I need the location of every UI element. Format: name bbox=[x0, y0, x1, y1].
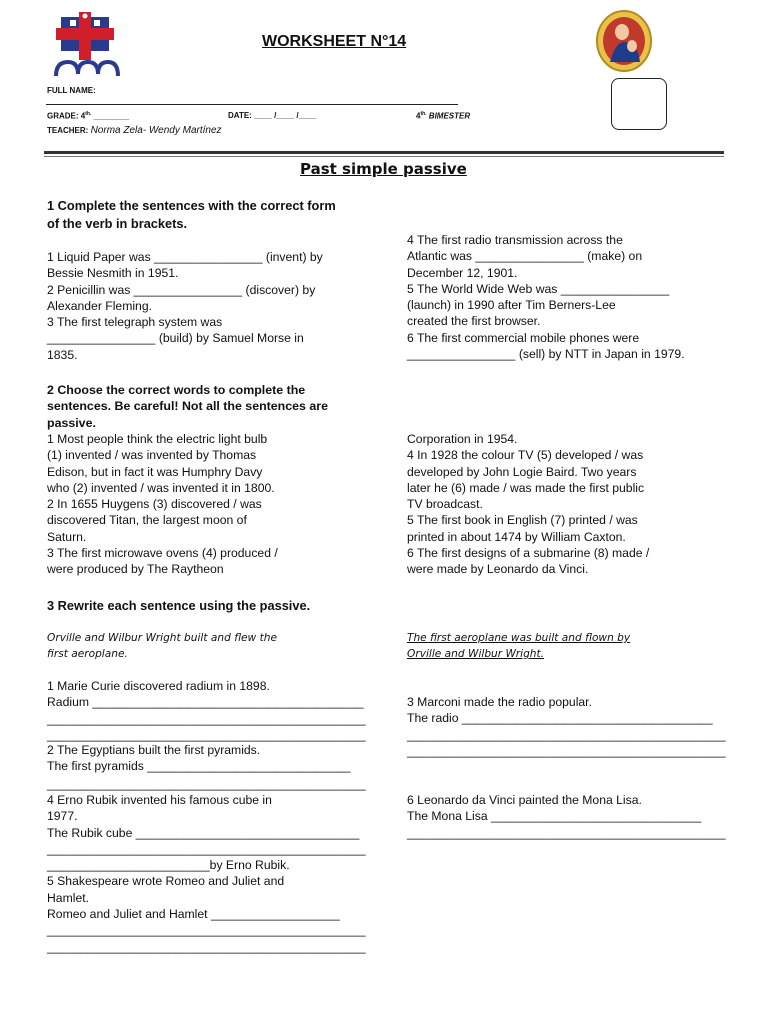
exercise2-right-column bbox=[407, 431, 649, 578]
rewrite-item-3 bbox=[407, 694, 726, 759]
text-line: who (2) invented / was invented it in 1800. bbox=[47, 480, 275, 495]
exercise1-left-column bbox=[47, 249, 323, 363]
exercise1-heading bbox=[47, 197, 336, 232]
text-line: ________________ (sell) by NTT in Japan in 1979. bbox=[407, 347, 685, 362]
answer-line[interactable]: _______________________________________________ bbox=[407, 743, 726, 758]
text-line: 1 Liquid Paper was ________________ (invent) by bbox=[47, 250, 323, 264]
text-line: 4 The first radio transmission across the bbox=[407, 233, 623, 247]
answer-line[interactable]: Romeo and Juliet and Hamlet ___________________ bbox=[47, 907, 340, 922]
teacher-field bbox=[47, 125, 222, 136]
text-line: Corporation in 1954. bbox=[407, 432, 518, 446]
text-line: ________________ (build) by Samuel Morse in bbox=[47, 331, 304, 346]
text-line: 1977. bbox=[47, 809, 78, 824]
text-line: 3 The first microwave ovens (4) produced / bbox=[47, 546, 278, 561]
full-name-label: FULL NAME: bbox=[47, 86, 96, 95]
answer-line[interactable]: ________________________by Erno Rubik. bbox=[47, 858, 290, 873]
grade-label: GRADE: 4 bbox=[47, 111, 86, 121]
virgin-mary-medal-icon bbox=[596, 10, 652, 72]
answer-line[interactable]: The Rubik cube _________________________________ bbox=[47, 825, 360, 840]
school-cross-crest-icon bbox=[48, 10, 122, 80]
text-line: 6 The first designs of a submarine (8) made / bbox=[407, 546, 650, 561]
exercise3-heading: 3 Rewrite each sentence using the passive. bbox=[47, 598, 311, 613]
exercise2-left-column bbox=[47, 431, 278, 578]
text-line: created the first browser. bbox=[407, 314, 541, 329]
heading-line: of the verb in brackets. bbox=[47, 215, 188, 231]
text-line: developed by John Logie Baird. Two years bbox=[407, 464, 637, 479]
text-line: printed in about 1474 by William Caxton. bbox=[407, 529, 626, 544]
heading-line: 2 Choose the correct words to complete the bbox=[47, 383, 306, 397]
bimester-label: BIMESTER bbox=[428, 111, 471, 121]
answer-line[interactable]: _______________________________________________ bbox=[47, 711, 366, 726]
answer-line[interactable]: _______________________________________________ bbox=[47, 777, 366, 792]
text-line: later he (6) made / was made the first public bbox=[407, 480, 645, 495]
answer-line[interactable]: Radium ________________________________________ bbox=[47, 695, 364, 710]
text-line: 5 Shakespeare wrote Romeo and Juliet and bbox=[47, 874, 285, 889]
text-line: (launch) in 1990 after Tim Berners-Lee bbox=[407, 298, 616, 313]
text-line: 2 The Egyptians built the first pyramids. bbox=[47, 743, 261, 757]
text-line: December 12, 1901. bbox=[407, 265, 518, 280]
grade-suffix: th. bbox=[85, 111, 92, 117]
text-line: 6 The first commercial mobile phones were bbox=[407, 330, 640, 345]
example-sentence bbox=[47, 630, 277, 662]
answer-line[interactable]: The first pyramids ______________________________ bbox=[47, 759, 351, 774]
text-line: 2 In 1655 Huygens (3) discovered / was bbox=[47, 497, 262, 512]
date-field[interactable]: DATE: ____ /____ /____ bbox=[228, 111, 317, 120]
full-name-input-line[interactable] bbox=[46, 104, 458, 105]
text-line: 1 Most people think the electric light bulb bbox=[47, 432, 268, 446]
grade-box[interactable] bbox=[611, 78, 667, 130]
heading-line: passive. bbox=[47, 415, 96, 430]
header-divider-thin bbox=[44, 156, 724, 157]
text-line: Saturn. bbox=[47, 529, 87, 544]
text-line: 1 Marie Curie discovered radium in 1898. bbox=[47, 679, 270, 693]
text-line: Edison, but in fact it was Humphry Davy bbox=[47, 464, 263, 479]
text-line: 4 Erno Rubik invented his famous cube in bbox=[47, 793, 272, 807]
example-line: Orville and Wilbur Wright. bbox=[407, 648, 545, 660]
text-line: 4 In 1928 the colour TV (5) developed / was bbox=[407, 448, 644, 463]
answer-line[interactable]: _______________________________________________ bbox=[407, 727, 726, 742]
answer-line[interactable]: _______________________________________________ bbox=[47, 939, 366, 954]
answer-line[interactable]: _______________________________________________ bbox=[47, 841, 366, 856]
rewrite-item-1 bbox=[47, 678, 366, 743]
exercise1-right-column bbox=[407, 232, 685, 362]
text-line: Atlantic was ________________ (make) on bbox=[407, 249, 643, 264]
text-line: Bessie Nesmith in 1951. bbox=[47, 266, 179, 281]
example-line: The first aeroplane was built and flown by bbox=[407, 632, 631, 644]
text-line: 2 Penicillin was ________________ (discover) by bbox=[47, 282, 316, 297]
text-line: Alexander Fleming. bbox=[47, 298, 152, 313]
example-line: Orville and Wilbur Wright built and flew the bbox=[47, 632, 277, 644]
teacher-label: TEACHER: bbox=[47, 126, 89, 135]
answer-line[interactable]: The Mona Lisa _______________________________ bbox=[407, 809, 702, 824]
answer-line[interactable]: The radio _____________________________________ bbox=[407, 711, 713, 726]
grade-field bbox=[47, 111, 129, 121]
exercise2-heading bbox=[47, 382, 328, 431]
text-line: TV broadcast. bbox=[407, 497, 483, 512]
bimester-number: 4 bbox=[416, 111, 421, 121]
answer-line[interactable]: _______________________________________________ bbox=[47, 923, 366, 938]
grade-blank[interactable]: ________ bbox=[93, 111, 130, 121]
rewrite-item-6 bbox=[407, 792, 726, 841]
text-line: 5 The first book in English (7) printed / was bbox=[407, 513, 638, 528]
text-line: discovered Titan, the largest moon of bbox=[47, 513, 247, 528]
page-subtitle: Past simple passive bbox=[300, 160, 467, 178]
text-line: 6 Leonardo da Vinci painted the Mona Lisa. bbox=[407, 793, 642, 807]
worksheet-title: WORKSHEET N°14 bbox=[262, 33, 407, 50]
answer-line[interactable]: _______________________________________________ bbox=[407, 825, 726, 840]
rewrite-item-2 bbox=[47, 742, 366, 793]
header-divider bbox=[44, 151, 724, 154]
heading-line: sentences. Be careful! Not all the sentences are bbox=[47, 399, 328, 414]
text-line: Hamlet. bbox=[47, 890, 89, 905]
text-line: 3 Marconi made the radio popular. bbox=[407, 695, 592, 709]
text-line: were made by Leonardo da Vinci. bbox=[407, 562, 589, 577]
example-answer bbox=[407, 630, 630, 662]
text-line: 3 The first telegraph system was bbox=[47, 315, 223, 330]
rewrite-items-4-5 bbox=[47, 792, 366, 955]
text-line: (1) invented / was invented by Thomas bbox=[47, 448, 257, 463]
text-line: 1835. bbox=[47, 347, 78, 362]
text-line: were produced by The Raytheon bbox=[47, 562, 224, 577]
teacher-value: Norma Zela- Wendy Martínez bbox=[90, 125, 222, 136]
bimester-field bbox=[416, 111, 470, 121]
answer-line[interactable]: _______________________________________________ bbox=[47, 727, 366, 742]
text-line: 5 The World Wide Web was ________________ bbox=[407, 281, 670, 296]
example-line: first aeroplane. bbox=[47, 648, 128, 660]
bimester-suffix: th. bbox=[420, 111, 427, 117]
heading-line: 1 Complete the sentences with the correct form bbox=[47, 198, 336, 213]
